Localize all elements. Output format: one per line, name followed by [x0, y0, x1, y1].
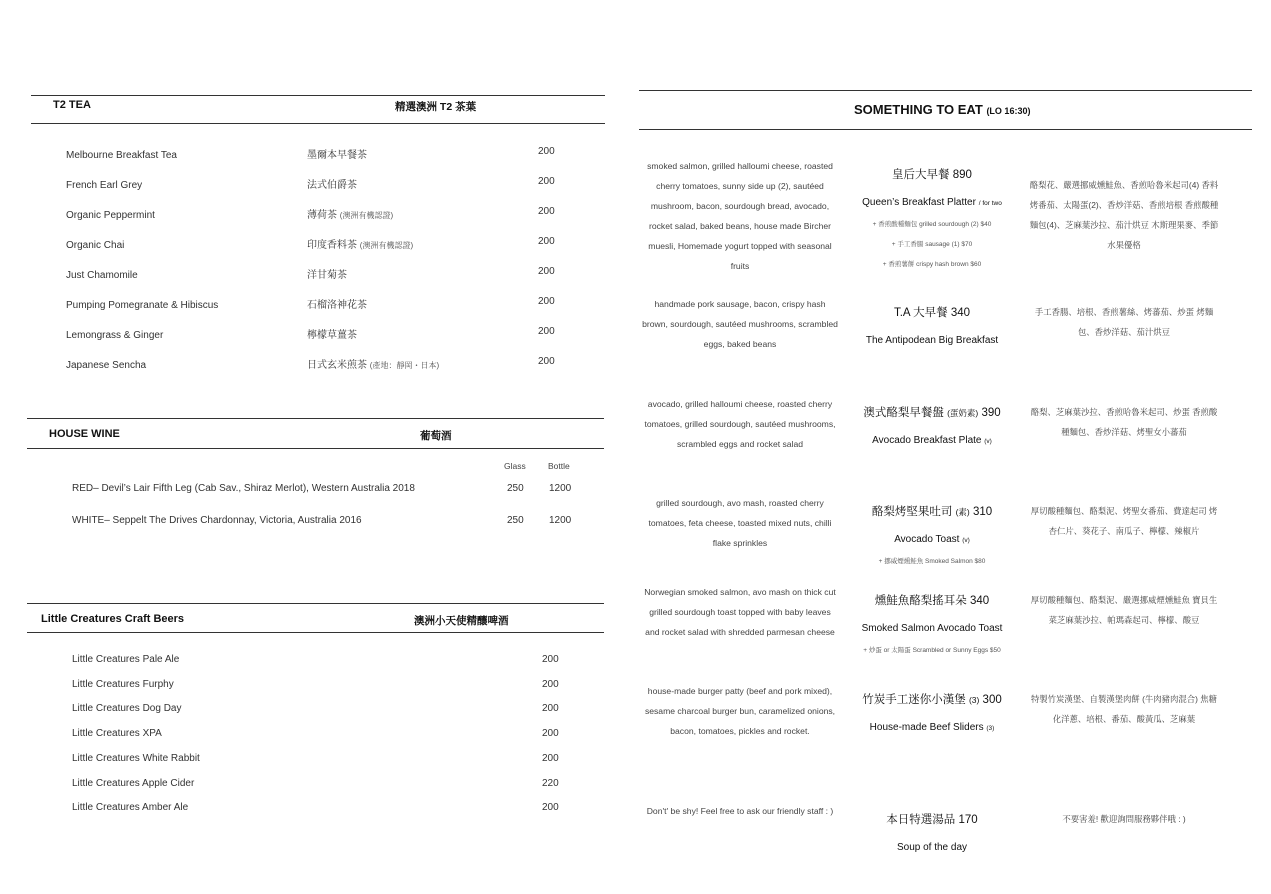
tea-name-zh-note: (產地：靜岡・日本) [369, 361, 440, 370]
dish-addon: + 香煎酸種麵包 grilled sourdough (2) $40 [872, 221, 992, 228]
dish-name-zh-text: 燻鮭魚酪梨搖耳朵 [874, 595, 967, 607]
dish-name-en-text: House-made Beef Sliders [869, 722, 984, 733]
dish-addon: + 手工香腸 sausage (1) $70 [891, 241, 973, 248]
beer-price: 200 [542, 678, 559, 690]
wine-title: HOUSE WINE [49, 428, 120, 440]
wine-glass-price: 250 [507, 483, 524, 494]
dish-description-zh: 厚切酸種麵包、酪梨泥、烤聖女番茄、費達起司 烤杏仁片、葵花子、南瓜子、檸檬、辣椒片 [1030, 506, 1218, 536]
dish-price: 340 [950, 307, 971, 319]
tea-name: Lemongrass & Ginger [66, 330, 164, 341]
dish-addon: + 挪威煙燻鮭魚 Smoked Salmon $80 [878, 558, 986, 565]
beer-name: Little Creatures Furphy [72, 678, 174, 690]
divider [27, 603, 604, 604]
tea-name-zh-text: 薄荷茶 [307, 210, 337, 221]
dish-name-en-text: Smoked Salmon Avocado Toast [861, 623, 1003, 634]
tea-name-zh [307, 356, 439, 371]
beer-price: 200 [542, 703, 559, 715]
eat-title-text: SOMETHING TO EAT [854, 102, 983, 117]
divider [31, 95, 605, 96]
tea-price: 200 [538, 206, 555, 217]
tea-title-zh: 精選澳洲 T2 茶葉 [395, 101, 477, 113]
dish-description: grilled sourdough, avo mash, roasted cherry tomatoes, feta cheese, toasted mixed nuts, chilli flake sprinkles [648, 498, 832, 548]
divider [27, 448, 604, 449]
dish-name-en-text: Avocado Toast [894, 534, 960, 545]
dish-addon: + 炒蛋 or 太陽蛋 Scrambled or Sunny Eggs $50 [863, 647, 1001, 654]
dish-description: handmade pork sausage, bacon, crispy hash brown, sourdough, sautéed mushrooms, scrambled eggs, baked beans [642, 299, 838, 349]
dish-name-en [842, 335, 1022, 346]
beer-price: 200 [542, 752, 559, 764]
dish-price: 340 [970, 595, 990, 607]
beer-price: 220 [542, 777, 559, 789]
dish-price: 310 [972, 506, 993, 518]
beer-price: 200 [542, 802, 559, 814]
tea-name-zh-text: 洋甘菊茶 [307, 270, 347, 281]
dish-description: Norwegian smoked salmon, avo mash on thick cut grilled sourdough toast topped with baby leaves and rocket salad with shredded parmesan cheese [644, 587, 836, 637]
dish-name-en-note: / for two [978, 200, 1002, 207]
dish-description-zh: 酪梨花、嚴選挪威燻鮭魚、香煎哈魯米起司(4) 香料烤番茄、太陽蛋(2)、香炒洋菇、香煎培根 香煎酸種麵包(4)、芝麻葉沙拉、茄汁烘豆 木斯理果麥、季節水果優格 [1029, 180, 1219, 250]
tea-name-zh [307, 146, 367, 161]
dish-name-zh [842, 404, 1022, 420]
tea-name-zh [307, 266, 347, 281]
dish-description: smoked salmon, grilled halloumi cheese, roasted cherry tomatoes, sunny side up (2), sautéed mushroom, bacon, sourdough bread, avocado, rocket salad, baked beans, house made Bircher muesli, Homemade yogurt topped with seasonal fruits [647, 161, 833, 271]
tea-price: 200 [538, 236, 555, 247]
tea-name-zh [307, 236, 413, 251]
dish-name-en-text: Soup of the day [896, 842, 968, 853]
tea-price: 200 [538, 176, 555, 187]
dish-name-en-note: (v) [962, 537, 970, 544]
beer-name: Little Creatures Pale Ale [72, 654, 180, 665]
dish-name-en [842, 842, 1022, 853]
tea-name: Pumping Pomegranate & Hibiscus [66, 300, 219, 311]
eat-title-note: (LO 16:30) [986, 106, 1031, 116]
wine-bottle-price: 1200 [549, 483, 572, 494]
tea-name-zh [307, 296, 367, 311]
dish-name-zh [842, 304, 1022, 320]
dish-name-zh-note: (蛋奶素) [947, 408, 979, 418]
wine-col-bottle: Bottle [548, 461, 570, 471]
dish-description: house-made burger patty (beef and pork mixed), sesame charcoal burger bun, caramelized onions, bacon, tomatoes, pickles and rocket. [644, 686, 836, 736]
beer-name: Little Creatures XPA [72, 728, 162, 740]
dish-price: 170 [958, 814, 978, 826]
dish-name-en [842, 534, 1022, 545]
dish-price: 390 [981, 407, 1001, 419]
beer-title-zh: 澳洲小天使精釀啤酒 [414, 615, 509, 627]
beer-name: Little Creatures White Rabbit [72, 752, 200, 764]
beer-name: Little Creatures Apple Cider [72, 777, 195, 789]
dish-name-en-note: (v) [984, 438, 992, 445]
dish-description: avocado, grilled halloumi cheese, roasted cherry tomatoes, grilled sourdough, sautéed mushrooms, scrambled eggs and rocket salad [644, 399, 836, 449]
tea-name-zh-text: 石榴洛神花茶 [307, 300, 367, 311]
tea-name-zh-text: 法式伯爵茶 [307, 180, 357, 191]
dish-name-zh-text: 澳式酪梨早餐盤 [863, 407, 944, 419]
dish-name-en-note: (3) [986, 725, 995, 732]
tea-name: Organic Peppermint [66, 210, 155, 221]
dish-name-zh-text: 酪梨烤堅果吐司 [871, 506, 953, 518]
dish-price: 890 [952, 169, 972, 181]
beer-price: 200 [542, 654, 559, 665]
wine-glass-price: 250 [507, 515, 524, 526]
dish-name-zh-text: 皇后大早餐 [892, 169, 950, 181]
eat-title [854, 102, 1030, 117]
dish-name-zh-note: (素) [955, 507, 970, 517]
dish-name-zh-note: (3) [968, 695, 980, 705]
tea-name-zh-note: (澳洲有機認證) [359, 241, 414, 250]
dish-description-zh: 特製竹炭漢堡、自製漢堡肉餅 (牛肉豬肉混合) 焦糖化洋蔥、培根、番茄、酸黃瓜、芝麻葉 [1030, 694, 1218, 724]
beer-name: Little Creatures Dog Day [72, 703, 182, 715]
dish-price: 300 [982, 694, 1002, 706]
tea-name-zh [307, 206, 393, 221]
dish-description-zh: 不要害羞! 歡迎詢問服務夥伴哦 : ) [1062, 814, 1186, 824]
divider [31, 123, 605, 124]
dish-name-en-text: Queen’s Breakfast Platter [862, 197, 976, 208]
divider [639, 129, 1252, 130]
wine-name: RED– Devil’s Lair Fifth Leg (Cab Sav., Shiraz Merlot), Western Australia 2018 [72, 483, 415, 494]
tea-name-zh-note: (澳洲有機認證) [339, 211, 394, 220]
tea-name-zh-text: 印度香料茶 [307, 240, 357, 251]
dish-description: Don't' be shy! Feel free to ask our friendly staff : ) [646, 806, 834, 816]
tea-name-zh [307, 326, 357, 341]
tea-price: 200 [538, 356, 555, 367]
tea-name-zh-text: 日式玄米煎茶 [307, 360, 367, 371]
wine-bottle-price: 1200 [549, 515, 572, 526]
dish-description-zh: 厚切酸種麵包、酪梨泥、嚴選挪威煙燻鮭魚 寶貝生菜芝麻葉沙拉、帕瑪森起司、檸檬、酸豆 [1030, 595, 1218, 625]
dish-description-zh: 酪梨、芝麻葉沙拉、香煎哈魯米起司、炒蛋 香煎酸種麵包、香炒洋菇、烤聖女小蕃茄 [1030, 407, 1218, 437]
dish-name-zh [842, 811, 1022, 827]
dish-name-zh-text: 竹炭手工迷你小漢堡 [862, 694, 966, 706]
dish-name-en [842, 197, 1022, 208]
wine-name: WHITE– Seppelt The Drives Chardonnay, Victoria, Australia 2016 [72, 515, 362, 526]
tea-name: Japanese Sencha [66, 360, 147, 371]
dish-name-en-text: Avocado Breakfast Plate [872, 435, 982, 446]
tea-price: 200 [538, 296, 555, 307]
dish-name-en [842, 435, 1022, 446]
divider [639, 90, 1252, 91]
tea-name-zh-text: 檸檬草薑茶 [307, 330, 357, 341]
dish-name-zh [842, 166, 1022, 182]
beer-price: 200 [542, 728, 559, 740]
dish-name-zh [842, 503, 1022, 519]
dish-addon: + 香煎薯餅 crispy hash brown $60 [882, 261, 982, 268]
tea-name-zh-text: 墨爾本早餐茶 [307, 150, 367, 161]
dish-name-en-text: The Antipodean Big Breakfast [865, 335, 999, 346]
tea-name: Melbourne Breakfast Tea [66, 150, 177, 161]
tea-price: 200 [538, 266, 555, 277]
dish-name-en [842, 623, 1022, 634]
tea-name-zh [307, 176, 357, 191]
dish-description-zh: 手工香腸、培根、香煎薯絲、烤蕃茄、炒蛋 烤麵包、香炒洋菇、茄汁烘豆 [1034, 307, 1214, 337]
dish-name-zh-text: T.A 大早餐 [893, 307, 948, 319]
beer-title: Little Creatures Craft Beers [41, 613, 185, 625]
dish-name-zh [842, 592, 1022, 608]
wine-title-zh: 葡萄酒 [420, 430, 452, 442]
tea-price: 200 [538, 146, 555, 157]
dish-name-zh [842, 691, 1022, 707]
dish-name-en [842, 722, 1022, 733]
divider [27, 418, 604, 419]
divider [27, 632, 604, 633]
beer-name: Little Creatures Amber Ale [72, 802, 189, 814]
tea-price: 200 [538, 326, 555, 337]
wine-col-glass: Glass [504, 461, 526, 471]
dish-name-zh-text: 本日特選湯品 [886, 814, 956, 826]
tea-name: Just Chamomile [66, 270, 138, 281]
tea-title: T2 TEA [53, 99, 91, 111]
tea-name: Organic Chai [66, 240, 125, 251]
tea-name: French Earl Grey [66, 180, 143, 191]
